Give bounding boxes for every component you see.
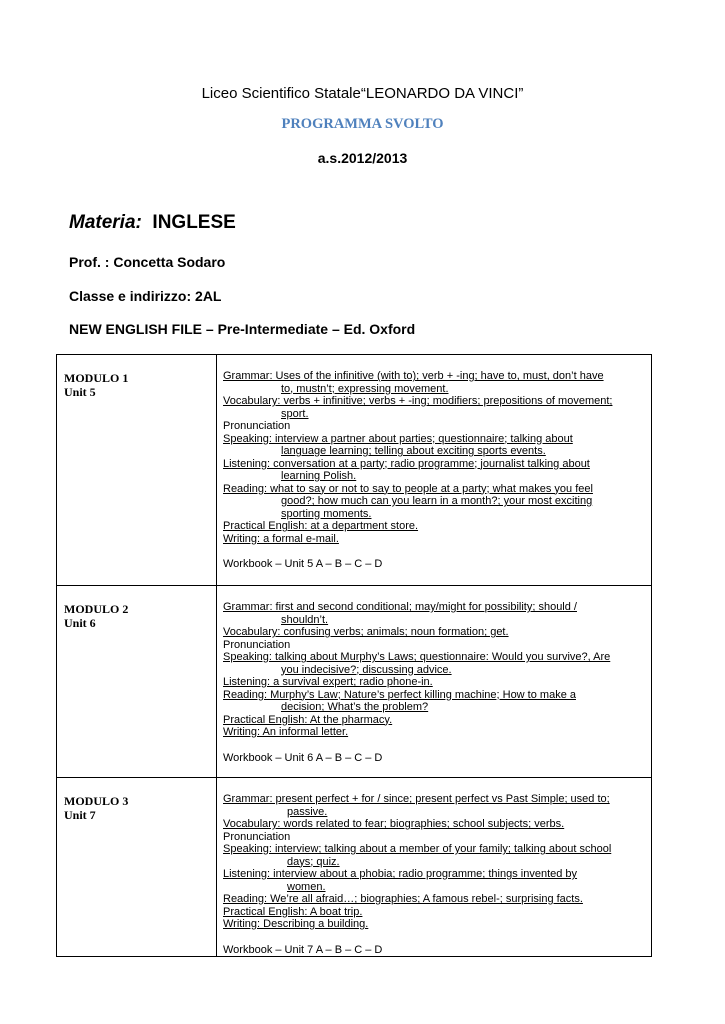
content-line: Vocabulary: confusing verbs; animals; noun formation; get. (223, 626, 509, 638)
content-line: Listening: conversation at a party; radio programme; journalist talking about (223, 457, 590, 470)
content-line: Practical English: At the pharmacy. (223, 713, 393, 726)
content-line: Grammar: first and second conditional; may/might for possibility; should / (223, 601, 577, 613)
table-row (57, 586, 652, 778)
content-line: Reading: what to say or not to say to people at a party; what makes you feel (223, 482, 593, 495)
content-line: to, mustn’t; expressing movement. (281, 382, 449, 395)
module-unit: Unit 5 (64, 385, 96, 399)
module-unit: Unit 7 (64, 808, 96, 822)
module-title: MODULO 1 (64, 371, 129, 385)
module-title: MODULO 2 (64, 602, 129, 616)
class-section: Classe e indirizzo: 2AL (69, 288, 222, 304)
content-line: good?; how much can you learn in a month?; your most exciting (281, 495, 593, 507)
content-line: shouldn’t. (281, 613, 329, 626)
content-line: Vocabulary: verbs + infinitive; verbs + -ing; modifiers; prepositions of movement; (223, 395, 613, 407)
workbook-line: Workbook – Unit 5 A – B – C – D (223, 558, 383, 570)
subject (69, 212, 236, 234)
content-line: you indecisive?; discussing advice. (281, 663, 452, 676)
workbook-line: Workbook – Unit 6 A – B – C – D (223, 751, 383, 764)
content-line: Reading: Murphy’s Law; Nature’s perfect killing machine; How to make a (223, 688, 576, 701)
school-name: Liceo Scientifico Statale“LEONARDO DA VINCI” (201, 85, 524, 102)
content-line: Listening: interview about a phobia; radio programme; things invented by (223, 868, 578, 880)
content-line: women. (287, 880, 326, 893)
content-line: sport. (281, 407, 309, 420)
content-line: Reading: We’re all afraid…; biographies; A famous rebel-; surprising facts. (223, 893, 583, 905)
content-line: Writing: An informal letter. (223, 726, 349, 738)
module-content (217, 355, 652, 586)
subject-value: INGLESE (152, 212, 236, 233)
content-line: passive. (287, 805, 328, 818)
content-line: learning Polish. (281, 470, 357, 482)
module-cell (57, 586, 217, 778)
content-line: Speaking: talking about Murphy’s Laws; questionnaire: Would you survive?, Are (223, 651, 611, 663)
content-line: Speaking: interview; talking about a member of your family; talking about school (223, 843, 612, 855)
content-line: Grammar: present perfect + for / since; present perfect vs Past Simple; used to; (223, 793, 610, 805)
module-content (217, 778, 652, 957)
content-line: Pronunciation (223, 638, 291, 651)
content-line: Grammar: Uses of the infinitive (with to); verb + -ing; have to, must, don’t have (223, 370, 604, 382)
content-line: Writing: a formal e-mail. (223, 532, 339, 545)
content-line: Practical English: A boat trip. (223, 905, 363, 918)
module-content (217, 586, 652, 778)
content-line: decision; What’s the problem? (281, 701, 429, 713)
subject-label: Materia: (69, 212, 142, 233)
textbook: NEW ENGLISH FILE – Pre-Intermediate – Ed. Oxford (69, 321, 416, 337)
content-line: Writing: Describing a building. (223, 918, 369, 930)
document-title: PROGRAMMA SVOLTO (281, 116, 444, 132)
module-cell (57, 778, 217, 957)
content-line: sporting moments. (281, 507, 372, 520)
content-line: Speaking: interview a partner about parties; questionnaire; talking about (223, 432, 573, 445)
module-cell (57, 355, 217, 586)
workbook-line: Workbook – Unit 7 A – B – C – D (223, 943, 383, 956)
module-unit: Unit 6 (64, 616, 96, 630)
content-line: language learning; telling about exciting sports events. (281, 445, 546, 457)
table-row (57, 355, 652, 586)
school-year: a.s.2012/2013 (317, 150, 408, 166)
table-row (57, 778, 652, 957)
content-line: Practical English: at a department store. (223, 520, 419, 532)
content-line: Listening: a survival expert; radio phone-in. (223, 676, 433, 688)
teacher: Prof. : Concetta Sodaro (69, 254, 226, 270)
module-title: MODULO 3 (64, 794, 129, 808)
content-line: Pronunciation (223, 830, 291, 843)
program-table (56, 354, 652, 957)
content-line: Pronunciation (223, 420, 291, 432)
content-line: Vocabulary: words related to fear; biographies; school subjects; verbs. (223, 818, 565, 830)
content-line: days; quiz. (287, 855, 340, 868)
